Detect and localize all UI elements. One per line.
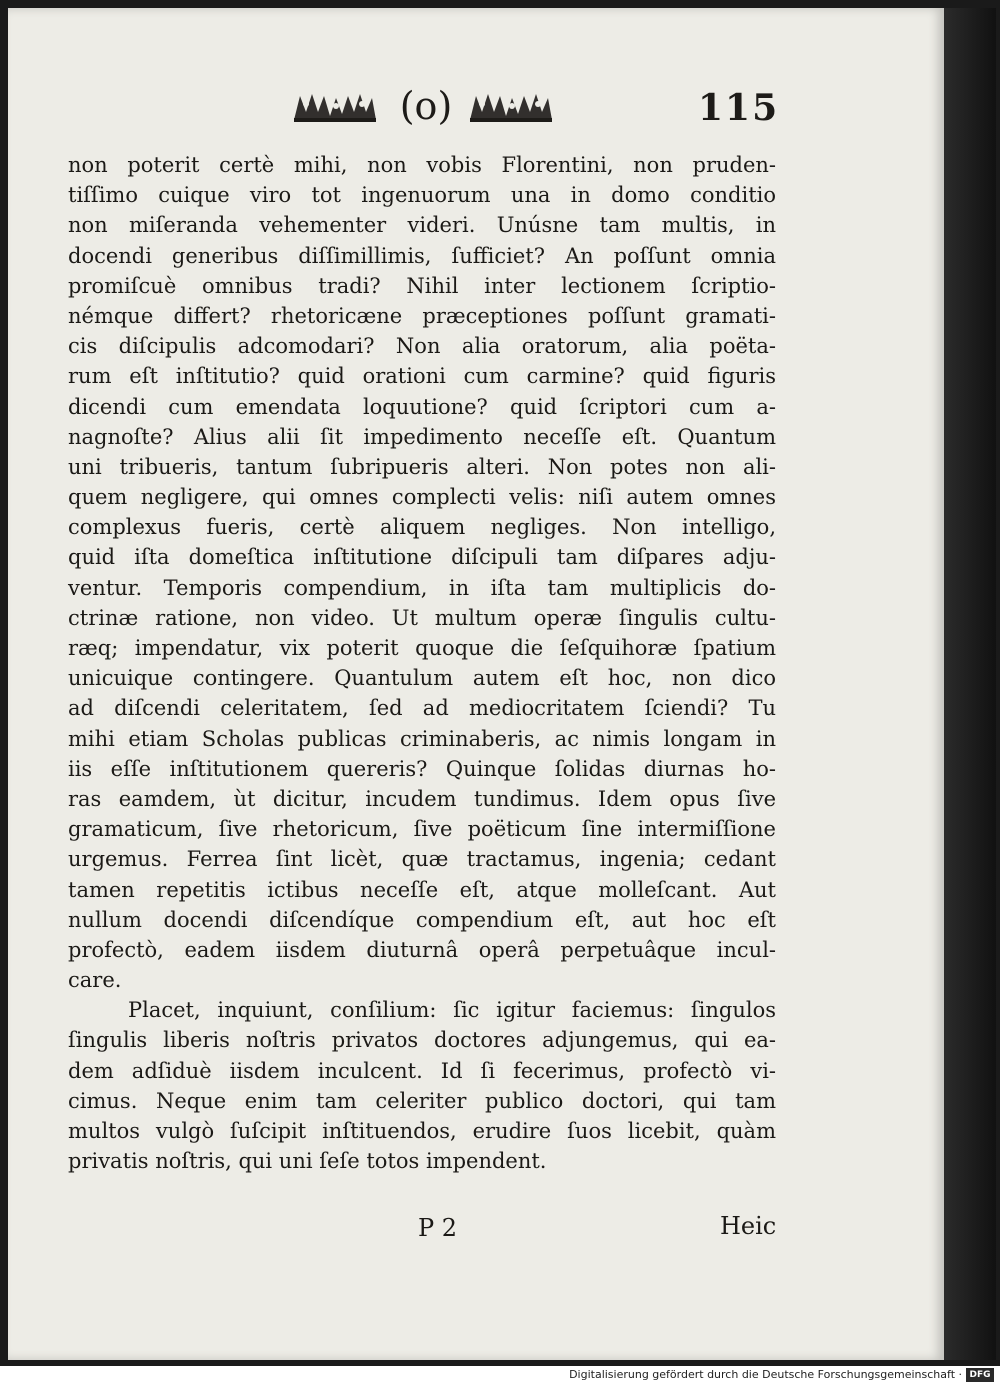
- text-line: urgemus. Ferrea ſint licèt, quæ tractamus, ingenia; cedant: [68, 847, 776, 872]
- text-line: quem negligere, qui omnes complecti velis: niſi autem omnes: [68, 485, 776, 510]
- text-line: non miſeranda vehementer videri. Unúsne tam multis, in: [68, 213, 776, 238]
- text-line: complexus fueris, certè aliquem negliges. Non intelligo,: [68, 515, 776, 540]
- page-number: 115: [698, 87, 780, 129]
- text-line: docendi generibus diſſimillimis, ſufficiet? An poſſunt omnia: [68, 243, 776, 268]
- text-line: Placet, inquiunt, conſilium: ſic igitur faciemus: ſingulos: [128, 998, 776, 1023]
- text-line: mihi etiam Scholas publicas criminaberis, ac nimis longam in: [68, 726, 776, 751]
- text-line: promiſcuè omnibus tradi? Nihil inter lectionem ſcriptio-: [68, 273, 776, 298]
- text-line: ræq; impendatur, vix poterit quoque die ſeſquihoræ ſpatium: [68, 636, 776, 660]
- text-line: quid iſta domeſtica inſtitutione diſcipuli tam diſpares adju-: [68, 545, 776, 570]
- text-line: unicuique contingere. Quantulum autem eſt hoc, non dico: [68, 666, 776, 691]
- text-line: non poterit certè mihi, non vobis Florentini, non pruden-: [68, 153, 776, 177]
- text-line: gramaticum, ſive rhetoricum, ſive poëticum ſine intermiſſione: [68, 817, 776, 842]
- text-line: ctrinæ ratione, non video. Ut multum operæ ſingulis cultu-: [68, 605, 776, 630]
- text-line: multos vulgò ſuſcipit inſtituendos, erudire ſuos licebit, quàm: [68, 1119, 776, 1143]
- credit-bar: [0, 1366, 1000, 1386]
- running-header: [8, 80, 944, 140]
- text-line: nagnoſte? Alius alii ſit impedimento neceſſe eſt. Quantum: [68, 424, 776, 449]
- catchword: Heic: [720, 1212, 777, 1240]
- text-line: iis eſſe inſtitutionem quereris? Quinque ſolidas diurnas ho-: [68, 756, 776, 781]
- text-line: dem adſiduè iisdem inculcent. Id ſi fecerimus, profectò vi-: [68, 1058, 776, 1083]
- text-line: cimus. Neque enim tam celeriter publico doctori, qui tam: [68, 1088, 776, 1113]
- text-line: privatis noſtris, qui uni ſeſe totos impendent.: [68, 1149, 547, 1174]
- text-line: nullum docendi diſcendíque compendium eſt, aut hoc eſt: [68, 907, 776, 932]
- text-line: ras eamdem, ùt dicitur, incudem tundimus. Idem opus ſive: [68, 786, 776, 811]
- body-text: [68, 150, 776, 1176]
- text-line: ad diſcendi celeritatem, ſed ad mediocritatem ſciendi? Tu: [68, 696, 776, 721]
- dfg-logo-icon: DFG: [966, 1368, 994, 1382]
- text-line: uni tribueris, tantum ſubripueris alteri. Non potes non ali-: [68, 454, 776, 479]
- text-line: ſingulis liberis noſtris privatos doctores adjungemus, qui ea-: [68, 1028, 776, 1053]
- text-line: dicendi cum emendata loquutione? quid ſcriptori cum a-: [68, 394, 776, 419]
- page-edge: [944, 8, 996, 1360]
- text-line: tiſſimo cuique viro tot ingenuorum una in domo conditio: [68, 183, 776, 208]
- text-line: profectò, eadem iisdem diuturnâ operâ perpetuâque incul-: [68, 937, 776, 962]
- text-line: tamen repetitis ictibus neceſſe eſt, atque molleſcant. Aut: [68, 877, 776, 902]
- ornament-left-icon: [290, 90, 380, 124]
- book-page: [8, 8, 944, 1360]
- text-line: rum eſt inſtitutio? quid orationi cum carmine? quid figuris: [68, 364, 776, 389]
- signature-mark: P 2: [418, 1214, 458, 1242]
- ornament-right-icon: [466, 90, 556, 124]
- text-line: ventur. Temporis compendium, in iſta tam multiplicis do-: [68, 575, 776, 600]
- text-line: cis diſcipulis adcomodari? Non alia oratorum, alia poëta-: [68, 334, 776, 359]
- header-signature: (o): [399, 84, 453, 128]
- text-line: némque differt? rhetoricæne præceptiones poſſunt gramati-: [68, 303, 776, 328]
- text-line: care.: [68, 968, 122, 993]
- funding-credit: Digitalisierung gefördert durch die Deutsche Forschungsgemeinschaft ·: [569, 1368, 962, 1381]
